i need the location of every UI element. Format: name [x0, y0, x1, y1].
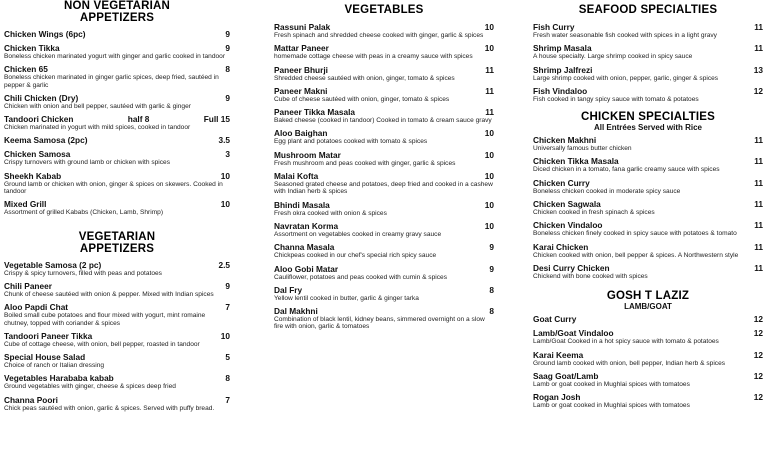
menu-item-row	[274, 150, 494, 160]
menu-item	[4, 135, 230, 145]
menu-item-row	[533, 371, 763, 381]
item-description: Cube of cottage cheese, with onion, bell pepper, roasted in tandoor	[4, 340, 200, 348]
item-description: Boneless chicken marinated yogurt with ginger and garlic cooked in tandoor	[4, 53, 226, 60]
item-description: Chicken cooked with onion, bell pepper & spices. A Northwestern style	[533, 251, 739, 259]
menu-item-row	[4, 64, 230, 74]
menu-item-row	[533, 350, 763, 360]
item-name: Chili Chicken (Dry)	[4, 92, 79, 103]
item-description: Crispy turnovers with ground lamb or chicken with spices	[4, 159, 171, 167]
item-description: Chick peas sautéed with onion, garlic & spices. Served with puffy bread.	[4, 404, 215, 412]
item-price: 10	[484, 128, 494, 139]
menu-item-row	[533, 242, 763, 252]
menu-item-row	[274, 285, 494, 295]
lamb-section	[533, 290, 763, 409]
item-price: 11	[485, 107, 494, 118]
menu-item-row	[533, 314, 763, 324]
seafood-item-list	[533, 22, 763, 103]
menu-item-row	[274, 43, 494, 53]
menu-item-row	[533, 156, 763, 166]
item-description: Assortment of grilled Kababs (Chicken, Lamb, Shrimp)	[4, 209, 164, 217]
item-price: 7	[225, 394, 230, 405]
menu-item	[4, 331, 230, 348]
menu-item-row	[533, 22, 763, 32]
item-description: Yellow lentil cooked in butter, garlic & ginger tarka	[274, 294, 419, 302]
item-name: Malai Kofta	[274, 171, 319, 182]
item-price: 9	[489, 263, 494, 274]
menu-item	[274, 22, 494, 39]
menu-item	[533, 314, 763, 324]
menu-item	[4, 395, 230, 412]
menu-item-row	[4, 93, 230, 103]
item-price: 2.5	[218, 259, 230, 270]
menu-item-row	[274, 107, 494, 117]
menu-item-row	[274, 86, 494, 96]
menu-item	[533, 392, 763, 409]
item-price: 8	[225, 64, 230, 75]
item-description: Boneless chicken finely cooked in spicy sauce with potatoes & tomato	[533, 230, 737, 238]
item-description: Chickend with bone cooked with spices	[533, 272, 648, 280]
menu-item-row	[533, 328, 763, 338]
item-name: Mushroom Matar	[274, 149, 341, 160]
item-description: Universally famous butter chicken	[533, 145, 632, 153]
menu-item	[274, 306, 494, 331]
item-price: 11	[754, 135, 763, 146]
menu-item	[533, 43, 763, 60]
item-name: Mattar Paneer	[274, 43, 329, 54]
menu-item	[274, 264, 494, 281]
lamb-item-list	[533, 314, 763, 409]
item-name: Desi Curry Chicken	[533, 262, 610, 273]
item-price: Full 15	[203, 114, 230, 125]
menu-item-row	[4, 171, 230, 181]
item-description: Fresh spinach and shredded cheese cooked with ginger, garlic & spices	[274, 32, 484, 39]
item-name: Mixed Grill	[4, 199, 47, 210]
menu-item	[4, 373, 230, 390]
item-name: Dal Fry	[274, 284, 303, 295]
item-name: Aloo Gobi Matar	[274, 263, 339, 274]
item-description: Ground vegetables with ginger, cheese & spices deep fried	[4, 383, 176, 391]
item-description: Combination of black lentil, kidney beans, simmered overnight on a slow fire with onion, garlic & tomatoes	[274, 316, 485, 331]
item-description: Diced chicken in a tomato, fana garlic creamy sauce with spices	[533, 166, 720, 174]
menu-item-row	[533, 65, 763, 75]
item-price: 12	[753, 328, 763, 339]
vegetables-title: VEGETABLES	[344, 4, 424, 16]
lamb-title: GOSH T LAZIZ	[606, 290, 690, 303]
column-appetizers	[4, 0, 230, 465]
item-price: 10	[484, 199, 494, 210]
item-name: Chili Paneer	[4, 280, 52, 291]
chicken-title: CHICKEN SPECIALTIES	[581, 111, 715, 124]
item-price: 7	[225, 302, 230, 313]
item-name: Paneer Bhurji	[274, 64, 328, 75]
menu-item	[4, 114, 230, 131]
menu-item-row	[533, 263, 763, 273]
menu-item	[533, 328, 763, 345]
item-description: homemade cottage cheese with peas in a creamy sauce with spices	[274, 53, 473, 61]
item-description: Fish cooked in tangy spicy sauce with tomato & potatoes	[533, 95, 699, 103]
item-name: Vegetables Harababa kabab	[4, 373, 114, 384]
item-price: 10	[484, 43, 494, 54]
item-price: 10	[484, 171, 494, 182]
item-description: Lamb/Goat Cooked in a hot spicy sauce with tomato & potatoes	[533, 338, 719, 346]
item-name: Keema Samosa (2pc)	[4, 135, 88, 146]
chicken-subtitle: All Entrées Served with Rice	[593, 123, 703, 133]
item-name: Chicken Sagwala	[533, 199, 601, 210]
menu-item-row	[274, 171, 494, 181]
chicken-item-list	[533, 135, 763, 280]
item-price: 10	[484, 22, 494, 32]
lamb-subtitle: LAMB/GOAT	[624, 302, 672, 312]
item-description: Fresh water seasonable fish cooked with spices in a light gravy	[533, 32, 717, 39]
item-price: 12	[753, 370, 763, 381]
menu-item	[533, 371, 763, 388]
item-price: 12	[753, 314, 763, 325]
menu-item-row	[274, 221, 494, 231]
item-description: Lamb or goat cooked in Mughlai spices with tomatoes	[533, 402, 690, 410]
menu-item-row	[533, 220, 763, 230]
item-price: 11	[754, 177, 763, 188]
column-specialties	[533, 0, 763, 465]
item-description: Chicken with onion and bell pepper, sautéed with garlic & ginger	[4, 102, 191, 110]
menu-item	[274, 128, 494, 145]
menu-item	[4, 199, 230, 216]
item-price: 10	[220, 330, 230, 341]
item-description: Ground lamb or chicken with onion, ginger & spices on skewers. Cooked in tandoor	[4, 180, 223, 196]
item-name: Tandoori Chicken	[4, 114, 74, 125]
menu-item-row	[274, 242, 494, 252]
seafood-section	[533, 4, 763, 103]
menu-item-row	[274, 306, 494, 316]
menu-item	[4, 43, 230, 60]
item-price: 11	[754, 199, 763, 210]
menu-item	[4, 29, 230, 39]
item-description: Chicken cooked in fresh spinach & spices	[533, 209, 655, 217]
menu-item	[4, 93, 230, 110]
item-price: 9	[225, 43, 230, 53]
item-price: 10	[484, 149, 494, 160]
item-half-price: half 8	[127, 114, 150, 125]
menu-item	[533, 220, 763, 237]
item-description: Shredded cheese sautéed with onion, ginger, tomato & spices	[274, 74, 455, 82]
menu-item	[533, 350, 763, 367]
item-price: 9	[489, 242, 494, 253]
item-description: Assortment on vegetables cooked in creamy gravy sauce	[274, 230, 442, 238]
nonveg-title-line1: NON VEGETARIAN	[63, 0, 171, 12]
item-name: Navratan Korma	[274, 220, 339, 231]
menu-item	[274, 86, 494, 103]
menu-item-row	[4, 199, 230, 209]
item-price: 10	[220, 199, 230, 210]
item-name: Chicken Curry	[533, 177, 590, 188]
item-name: Rogan Josh	[533, 392, 581, 403]
menu-item-row	[533, 86, 763, 96]
veg-title-line1: VEGETARIAN	[78, 230, 156, 243]
menu-item-row	[274, 264, 494, 274]
item-price: 8	[225, 373, 230, 384]
nonveg-item-list	[4, 29, 230, 217]
item-name: Fish Vindaloo	[533, 85, 588, 96]
menu-item	[533, 86, 763, 103]
item-name: Bhindi Masala	[274, 199, 330, 210]
item-price: 9	[225, 92, 230, 103]
item-description: Cube of cheese sautéed with onion, ginger, tomato & spices	[274, 95, 450, 103]
item-description: Large shrimp cooked with onion, pepper, garlic, ginger & spices	[533, 74, 719, 82]
menu-item-row	[4, 114, 230, 124]
item-name: Rassuni Palak	[274, 22, 331, 32]
item-description: Chicken marinated in yogurt with mild spices, cooked in tandoor	[4, 124, 191, 132]
item-description: Fresh mushroom and peas cooked with ginger, garlic & spices	[274, 159, 456, 167]
item-name: Karai Chicken	[533, 241, 589, 252]
veg-appetizers-section	[4, 231, 230, 412]
item-name: Paneer Tikka Masala	[274, 107, 356, 118]
item-price: 11	[485, 64, 494, 75]
menu-item	[533, 22, 763, 39]
item-name: Fish Curry	[533, 22, 575, 32]
item-description: Fresh okra cooked with onion & spices	[274, 209, 387, 217]
menu-item-row	[4, 29, 230, 39]
menu-item	[274, 221, 494, 238]
menu-item-row	[533, 392, 763, 402]
menu-item-row	[4, 260, 230, 270]
menu-item-row	[4, 373, 230, 383]
item-price: 9	[225, 29, 230, 39]
menu-item	[274, 171, 494, 196]
item-price: 3.5	[218, 135, 230, 146]
item-description: A house specialty. Large shrimp cooked in spicy sauce	[533, 53, 693, 61]
item-name: Chicken Tikka	[4, 43, 60, 53]
item-price: 11	[754, 241, 763, 252]
item-description: Baked cheese (cooked in tandoor) Cooked in tomato & cream sauce gravy	[274, 117, 492, 125]
menu-item-row	[533, 43, 763, 53]
menu-item-row	[274, 22, 494, 32]
menu-item	[533, 135, 763, 152]
item-description: Boneless chicken marinated in ginger garlic spices, deep fried, sautéed in pepper & garlic	[4, 74, 219, 89]
item-name: Saag Goat/Lamb	[533, 370, 599, 381]
chicken-section	[533, 111, 763, 280]
menu-item	[4, 302, 230, 327]
item-price: 9	[225, 280, 230, 291]
menu-item-row	[274, 128, 494, 138]
item-price: 12	[753, 349, 763, 360]
item-price: 11	[754, 43, 763, 54]
item-name: Paneer Makni	[274, 85, 328, 96]
item-name: Chicken Samosa	[4, 149, 71, 160]
menu-item	[533, 199, 763, 216]
menu-item	[274, 107, 494, 124]
menu-item-row	[4, 135, 230, 145]
item-name: Channa Masala	[274, 242, 335, 253]
item-name: Chicken Tikka Masala	[533, 156, 619, 167]
item-name: Special House Salad	[4, 352, 86, 363]
menu-item-row	[4, 302, 230, 312]
item-description: Ground lamb cooked with onion, bell pepper, Indian herb & spices	[533, 359, 726, 367]
item-price: 11	[754, 22, 763, 32]
seafood-title: SEAFOOD SPECIALTIES	[578, 4, 718, 16]
menu-item	[533, 263, 763, 280]
item-name: Aloo Baighan	[274, 128, 328, 139]
menu-item	[533, 156, 763, 173]
menu-item	[274, 285, 494, 302]
menu-item	[4, 281, 230, 298]
item-name: Lamb/Goat Vindaloo	[533, 328, 614, 339]
menu-item	[274, 150, 494, 167]
item-description: Chunk of cheese sautéed with onion & pepper. Mixed with Indian spices	[4, 290, 214, 298]
menu-item-row	[4, 352, 230, 362]
item-description: Chickpeas cooked in our chef's special rich spicy sauce	[274, 252, 437, 260]
item-price: 8	[489, 284, 494, 295]
item-description: Crispy & spicy turnovers, filled with peas and potatoes	[4, 269, 162, 277]
item-description: Boneless chicken cooked in moderate spicy sauce	[533, 187, 681, 195]
menu-item-row	[4, 281, 230, 291]
item-description: Boiled small cube potatoes and flour mixed with yogurt, mint romaine chutney, topped with coriander & spices	[4, 312, 206, 327]
item-price: 13	[753, 64, 763, 75]
menu-item-row	[533, 199, 763, 209]
menu-item	[4, 64, 230, 89]
item-price: 10	[220, 170, 230, 181]
item-name: Channa Poori	[4, 394, 58, 405]
vegetables-item-list	[274, 22, 494, 331]
item-price: 11	[754, 156, 763, 167]
menu-item-row	[4, 395, 230, 405]
item-price: 8	[489, 306, 494, 317]
item-price: 3	[225, 149, 230, 160]
menu-item-row	[274, 65, 494, 75]
item-name: Chicken Makhni	[533, 135, 597, 146]
menu-item	[533, 242, 763, 259]
item-name: Tandoori Paneer Tikka	[4, 330, 93, 341]
item-name: Shrimp Masala	[533, 43, 592, 54]
item-description: Lamb or goat cooked in Mughlai spices with tomatoes	[533, 380, 690, 388]
item-price: 11	[754, 220, 763, 231]
item-price: 12	[753, 392, 763, 403]
item-name: Sheekh Kabab	[4, 170, 62, 181]
item-name: Aloo Papdi Chat	[4, 302, 69, 313]
veg-item-list	[4, 260, 230, 412]
item-price: 11	[754, 262, 763, 273]
item-description: Seasoned grated cheese and potatoes, deep fried and cooked in a cashew with Indian herb & spices	[274, 181, 493, 196]
item-description: Choice of ranch or Italian dressing	[4, 362, 105, 370]
menu-item-row	[4, 331, 230, 341]
veg-title-line2: APPETIZERS	[79, 242, 155, 255]
menu-item	[274, 242, 494, 259]
menu-item	[274, 200, 494, 217]
menu-item-row	[533, 178, 763, 188]
menu-item-row	[274, 200, 494, 210]
item-price: 12	[753, 85, 763, 96]
item-description: Egg plant and potatoes cooked with tomato & spices	[274, 138, 428, 146]
menu-item	[4, 171, 230, 196]
nonveg-title-line2: APPETIZERS	[79, 12, 155, 24]
item-description: Cauliflower, potatoes and peas cooked with cumin & spices	[274, 273, 447, 281]
menu-item	[274, 43, 494, 60]
item-price: 5	[225, 352, 230, 363]
item-name: Chicken Wings (6pc)	[4, 29, 86, 39]
menu-item	[274, 65, 494, 82]
item-name: Goat Curry	[533, 314, 577, 325]
item-name: Dal Makhni	[274, 306, 318, 317]
item-name: Chicken Vindaloo	[533, 220, 603, 231]
menu-item	[4, 260, 230, 277]
menu-item	[533, 65, 763, 82]
item-price: 11	[485, 85, 494, 96]
menu-item	[533, 178, 763, 195]
menu-item	[4, 149, 230, 166]
item-name: Karai Keema	[533, 349, 584, 360]
column-vegetables	[274, 0, 494, 465]
menu-item	[4, 352, 230, 369]
menu-item-row	[533, 135, 763, 145]
item-price: 10	[484, 220, 494, 231]
item-name: Vegetable Samosa (2 pc)	[4, 259, 102, 270]
menu-item-row	[4, 149, 230, 159]
item-name: Chicken 65	[4, 64, 48, 75]
item-name: Shrimp Jalfrezi	[533, 64, 593, 75]
menu-item-row	[4, 43, 230, 53]
nonveg-appetizers-section	[4, 0, 230, 217]
